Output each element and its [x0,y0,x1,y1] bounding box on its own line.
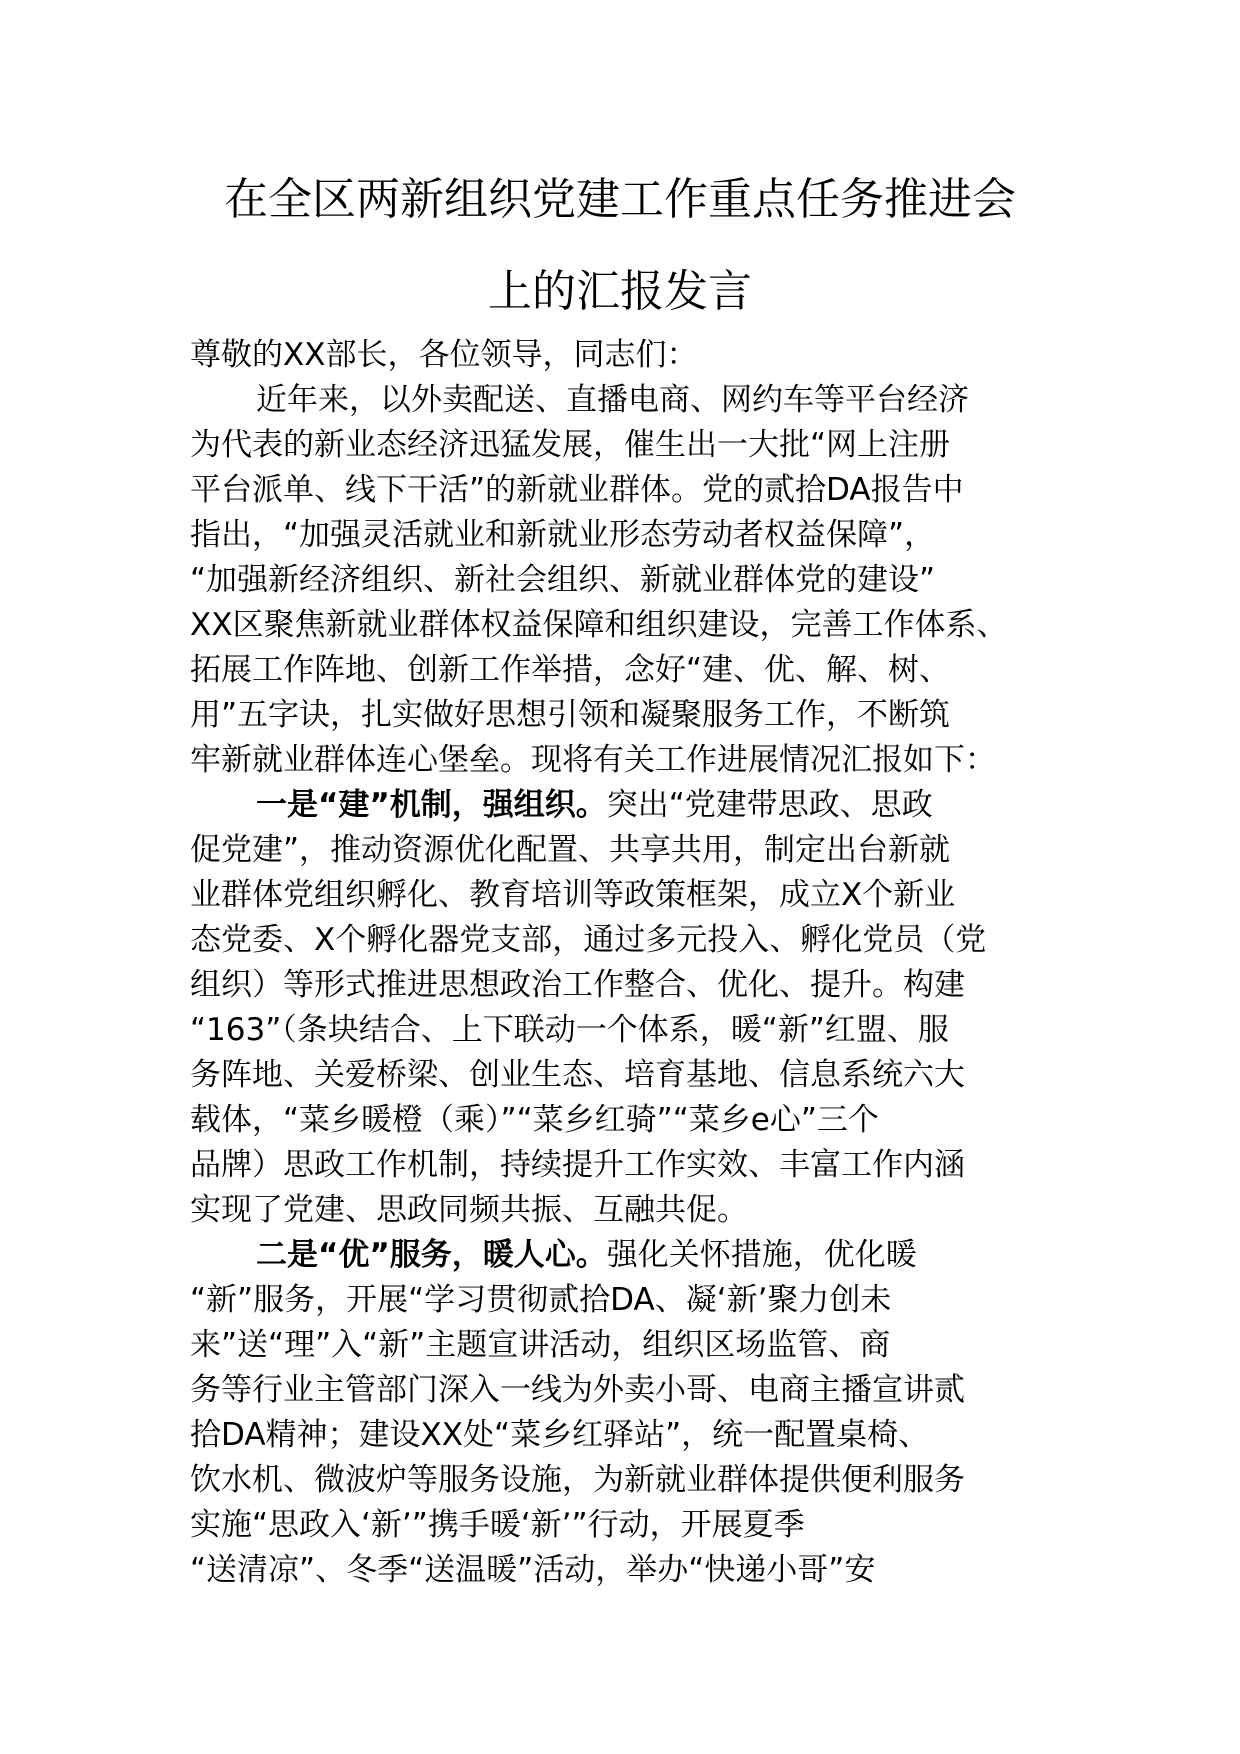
section-heading: 一是“建”机制，强组织。 [256,787,607,823]
body-line-text: 指出，“加强灵活就业和新就业形态劳动者权益保障”， [190,517,936,553]
body-line [190,1278,1060,1323]
body-line-text: 用”五字诀，扎实做好思想引领和凝聚服务工作，不断筑 [190,697,951,733]
body-line-text: “新”服务，开展“学习贯彻贰拾DA、凝‘新’聚力创未 [190,1282,892,1318]
body-line [190,693,1060,738]
body-line [190,963,1060,1008]
body-line-text: 业群体党组织孵化、教育培训等政策框架，成立X个新业 [190,877,956,913]
body-line [190,648,1060,693]
body-line [190,1053,1060,1098]
body-line [190,1008,1060,1053]
body-line-text: XX区聚焦新就业群体权益保障和组织建设，完善工作体系、 [190,607,1008,643]
body-line [190,1413,1060,1458]
body-line [190,918,1060,963]
body-line [190,1503,1060,1548]
body-line [190,828,1060,873]
body-line-text: 态党委、X个孵化器党支部，通过多元投入、孵化党员（党 [190,922,987,958]
body-line [190,1548,1060,1593]
body-line-text: 牢新就业群体连心堡垒。现将有关工作进展情况汇报如下： [190,742,996,778]
body-line-text: “送清凉”、冬季“送温暖”活动，举办“快递小哥”安 [190,1552,876,1588]
body-line-text: 为代表的新业态经济迅猛发展，催生出一大批“网上注册 [190,427,951,463]
body-line-text: 载体，“菜乡暖橙（乘）”“菜乡红骑”“菜乡e心”三个 [190,1102,879,1138]
body-line-text: 品牌）思政工作机制，持续提升工作实效、丰富工作内涵 [190,1147,965,1183]
body-line-text: 务等行业主管部门深入一线为外卖小哥、电商主播宣讲贰 [190,1372,965,1408]
body-line [190,378,1060,423]
body-line-text: “加强新经济组织、新社会组织、新就业群体党的建设” [190,562,936,598]
body-line-text: 饮水机、微波炉等服务设施，为新就业群体提供便利服务 [190,1462,965,1498]
body-line [190,333,1060,378]
body-line [190,873,1060,918]
body-line-text: “163”（条块结合、上下联动一个体系，暖“新”红盟、服 [190,1012,949,1048]
body-line [190,783,1060,828]
body-line-text: 来”送“理”入“新”主题宣讲活动，组织区场监管、商 [190,1327,891,1363]
body-line-text: 实现了党建、思政同频共振、互融共促。 [190,1192,748,1228]
body-line-text: 拓展工作阵地、创新工作举措，念好“建、优、解、树、 [190,652,951,688]
body-line [190,1368,1060,1413]
body-line-text: 务阵地、关爱桥梁、创业生态、培育基地、信息系统六大 [190,1057,965,1093]
body-line [190,1323,1060,1368]
body-line-text: 平台派单、线下干活”的新就业群体。党的贰拾DA报告中 [190,472,964,508]
body-line [190,558,1060,603]
document-title-line-2: 上的汇报发言 [488,266,752,317]
body-line-text: 突出“党建带思政、思政 [606,787,933,823]
body-line-text: 促党建”，推动资源优化配置、共享共用，制定出台新就 [190,832,951,868]
body-line [190,513,1060,558]
document-title-line-1: 在全区两新组织党建工作重点任务推进会 [224,174,1016,225]
body-line [190,738,1060,783]
body-line [190,1098,1060,1143]
body-line [190,423,1060,468]
body-line-text: 强化关怀措施，优化暖 [606,1237,917,1273]
body-line-text: 尊敬的XX部长，各位领导，同志们： [190,337,698,373]
body-line-text: 组织）等形式推进思想政治工作整合、优化、提升。构建 [190,967,965,1003]
body-line [190,468,1060,513]
body-line [190,1233,1060,1278]
section-heading: 二是“优”服务，暖人心。 [256,1237,607,1273]
body-line-text: 近年来，以外卖配送、直播电商、网约车等平台经济 [256,382,969,418]
body-line [190,1458,1060,1503]
body-line [190,1143,1060,1188]
document-body [190,333,1060,1593]
body-line [190,603,1060,648]
body-line-text: 拾DA精神；建设XX处“菜乡红驿站”，统一配置桌椅、 [190,1417,930,1453]
body-line-text: 实施“思政入‘新’”携手暖‘新’”行动，开展夏季 [190,1507,805,1543]
body-line [190,1188,1060,1233]
